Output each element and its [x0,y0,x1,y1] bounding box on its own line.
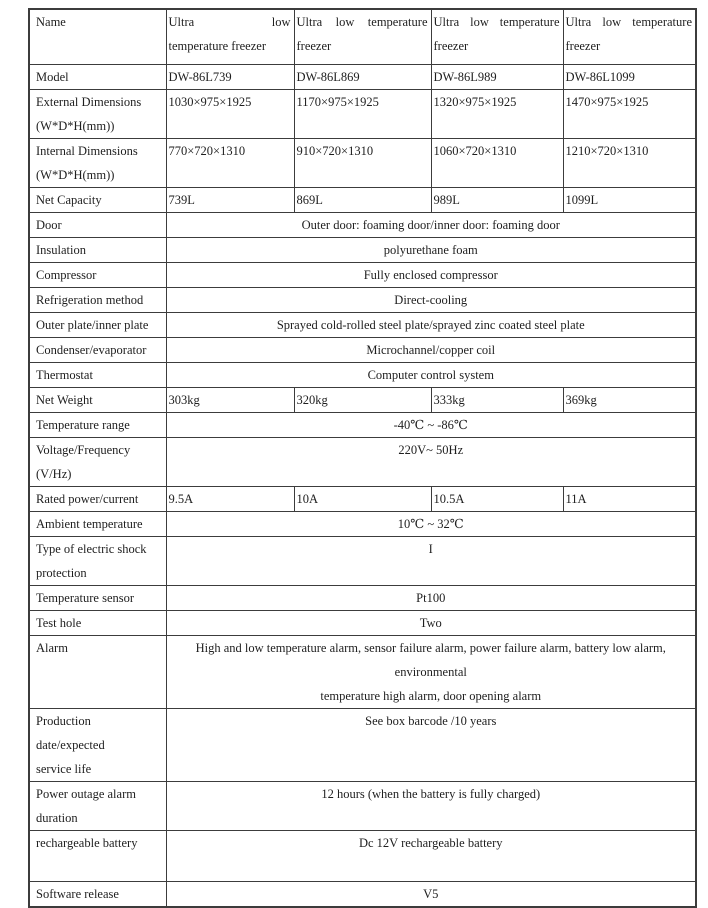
dimension-value: 1210×720×1310 [563,138,696,187]
row-label-software-release: Software release [29,881,166,907]
table-row-rated-power [29,486,696,511]
row-label-external-dimensions [29,89,166,138]
current-value: 9.5A [166,486,294,511]
label-line2: (W*D*H(mm)) [36,118,115,133]
table-row-compressor [29,262,696,287]
spec-table [28,8,697,908]
row-label-insulation: Insulation [29,237,166,262]
table-row-net-weight [29,387,696,412]
temperature-range-value: -40℃ ~ -86℃ [166,412,696,437]
voltage-frequency-value: 220V~ 50Hz [166,437,696,486]
table-row-power-outage-duration [29,781,696,830]
label-line1: Power outage alarm [36,786,136,801]
power-outage-value: 12 hours (when the battery is fully charged) [166,781,696,830]
thermostat-value: Computer control system [166,362,696,387]
row-label-rated-power: Rated power/current [29,486,166,511]
row-label-temperature-sensor: Temperature sensor [29,585,166,610]
dimension-value: 1470×975×1925 [563,89,696,138]
row-label-plates: Outer plate/inner plate [29,312,166,337]
dimension-value: 770×720×1310 [166,138,294,187]
weight-value: 303kg [166,387,294,412]
name-line2: freezer [296,39,332,53]
table-row-model [29,64,696,89]
row-label-ambient-temperature: Ambient temperature [29,511,166,536]
alarm-value [166,635,696,708]
table-row-electric-shock-protection [29,536,696,585]
row-label-test-hole: Test hole [29,610,166,635]
temperature-sensor-value: Pt100 [166,585,696,610]
model-value: DW-86L1099 [563,64,696,89]
name-line1: Ultra low temperature [433,15,560,29]
name-line2: temperature freezer [168,39,266,53]
table-row-alarm [29,635,696,708]
plates-value: Sprayed cold-rolled steel plate/sprayed zinc coated steel plate [166,312,696,337]
label-line1: Production date/expected [36,713,105,752]
row-label-compressor: Compressor [29,262,166,287]
refrigeration-value: Direct-cooling [166,287,696,312]
compressor-value: Fully enclosed compressor [166,262,696,287]
row-label-power-outage-duration [29,781,166,830]
table-row-condenser [29,337,696,362]
label-line2: (W*D*H(mm)) [36,167,115,182]
name-line2: freezer [433,39,469,53]
door-value: Outer door: foaming door/inner door: foaming door [166,212,696,237]
table-row-rechargeable-battery [29,830,696,881]
row-label-temperature-range: Temperature range [29,412,166,437]
label-line1: External Dimensions [36,94,142,109]
row-label-net-capacity: Net Capacity [29,187,166,212]
name-cell [431,9,563,64]
battery-value: Dc 12V rechargeable battery [166,830,696,881]
capacity-value: 739L [166,187,294,212]
row-label-thermostat: Thermostat [29,362,166,387]
dimension-value: 1170×975×1925 [294,89,431,138]
table-row-external-dimensions [29,89,696,138]
dimension-value: 1320×975×1925 [431,89,563,138]
weight-value: 333kg [431,387,563,412]
table-row-refrigeration-method [29,287,696,312]
ambient-temperature-value: 10℃ ~ 32℃ [166,511,696,536]
name-line2: freezer [565,39,601,53]
table-row-internal-dimensions [29,138,696,187]
row-label-alarm: Alarm [29,635,166,708]
label-line2: service life [36,761,92,776]
current-value: 11A [563,486,696,511]
table-row-temperature-range [29,412,696,437]
weight-value: 369kg [563,387,696,412]
name-line1: Ultra low temperature [296,15,428,29]
dimension-value: 910×720×1310 [294,138,431,187]
table-row-door [29,212,696,237]
table-row-production-date [29,708,696,781]
row-label-voltage-frequency: Voltage/Frequency (V/Hz) [29,437,166,486]
name-cell [166,9,294,64]
document-page [0,8,708,901]
row-label-net-weight: Net Weight [29,387,166,412]
row-label-name: Name [29,9,166,64]
row-label-refrigeration-method: Refrigeration method [29,287,166,312]
current-value: 10.5A [431,486,563,511]
row-label-electric-shock-protection [29,536,166,585]
row-label-internal-dimensions [29,138,166,187]
alarm-line1: High and low temperature alarm, sensor failure alarm, power failure alarm, battery low alarm, environmental [195,640,666,679]
model-value: DW-86L739 [166,64,294,89]
capacity-value: 1099L [563,187,696,212]
table-row-software-release [29,881,696,907]
name-line1: Ultra low [168,15,291,29]
row-label-condenser: Condenser/evaporator [29,337,166,362]
condenser-value: Microchannel/copper coil [166,337,696,362]
row-label-production-date [29,708,166,781]
table-row-ambient-temperature [29,511,696,536]
name-cell [294,9,431,64]
dimension-value: 1060×720×1310 [431,138,563,187]
capacity-value: 989L [431,187,563,212]
current-value: 10A [294,486,431,511]
production-date-value: See box barcode /10 years [166,708,696,781]
software-release-value: V5 [166,881,696,907]
weight-value: 320kg [294,387,431,412]
name-cell [563,9,696,64]
insulation-value: polyurethane foam [166,237,696,262]
table-row-net-capacity [29,187,696,212]
row-label-rechargeable-battery: rechargeable battery [29,830,166,881]
capacity-value: 869L [294,187,431,212]
label-line2: protection [36,565,87,580]
table-row-insulation [29,237,696,262]
table-row-test-hole [29,610,696,635]
label-line1: Type of electric shock [36,541,147,556]
model-value: DW-86L869 [294,64,431,89]
table-row-plates [29,312,696,337]
label-line2: duration [36,810,78,825]
name-line1: Ultra low temperature [565,15,692,29]
dimension-value: 1030×975×1925 [166,89,294,138]
table-row-thermostat [29,362,696,387]
alarm-line2: temperature high alarm, door opening alarm [320,688,542,703]
model-value: DW-86L989 [431,64,563,89]
row-label-model: Model [29,64,166,89]
table-row-voltage-frequency [29,437,696,486]
electric-shock-value: I [166,536,696,585]
row-label-door: Door [29,212,166,237]
label-line1: Internal Dimensions [36,143,138,158]
table-row-name [29,9,696,64]
table-row-temperature-sensor [29,585,696,610]
test-hole-value: Two [166,610,696,635]
